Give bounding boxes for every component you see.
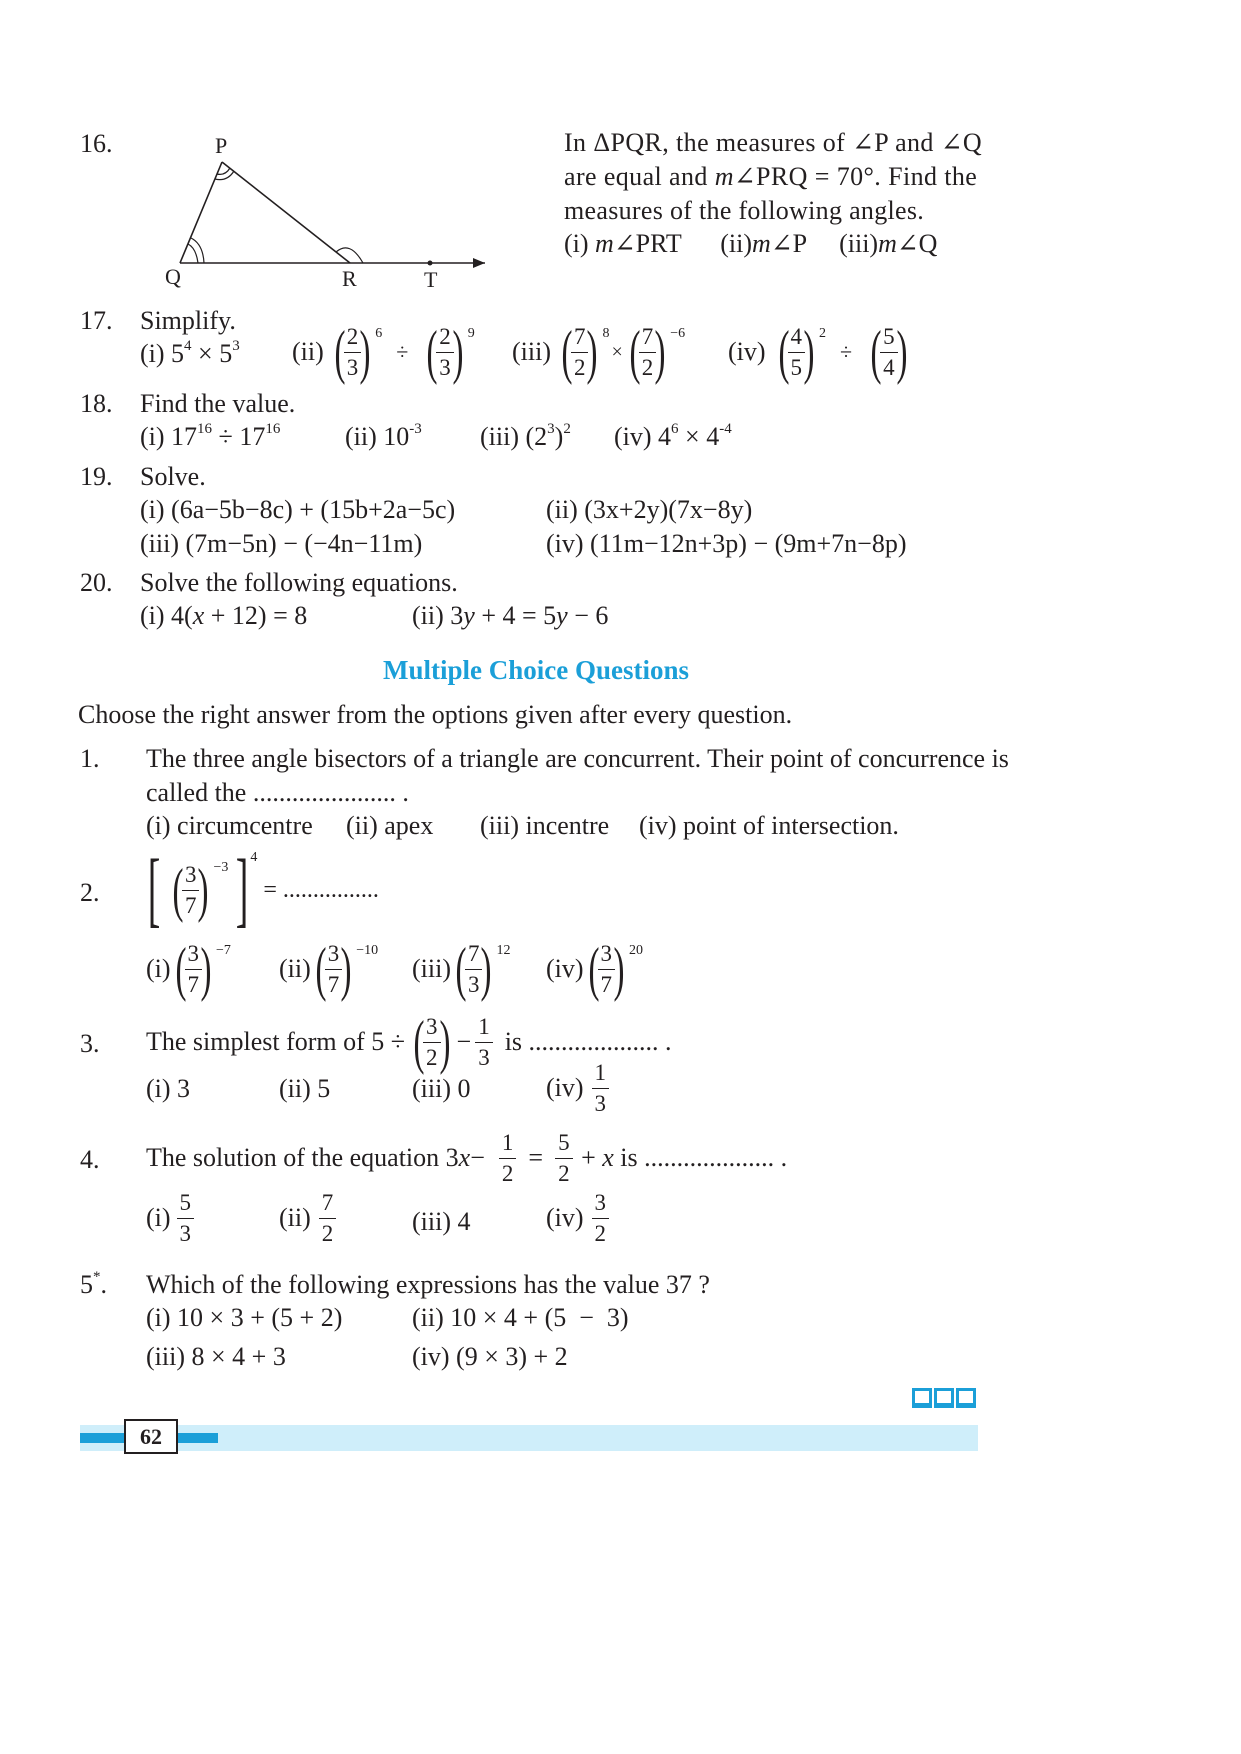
mcq3-question: The simplest form of 5 ÷ ( $\frac{3}{2}$ ) − $\frac{1}{3}$ is .................... .: [146, 1009, 672, 1075]
q19-part-iv: (iv) (11m−12n+3p) − (9m+7n−8p): [546, 529, 907, 558]
mcq3-option-i: (i) 3: [146, 1074, 191, 1103]
footer-accent-right: [178, 1433, 218, 1443]
mcq5-question: Which of the following expressions has the value 37 ?: [146, 1270, 710, 1299]
mcq3-option-iv: (iv) $\frac{1}{3}$: [546, 1060, 611, 1116]
end-of-section-squares-icon: [912, 1388, 978, 1408]
mcq1-option-iii: (iii) incentre: [480, 811, 610, 840]
mcq4-option-iv: (iv) $\frac{3}{2}$: [546, 1190, 611, 1246]
vertex-label-p: P: [215, 133, 228, 158]
q19-part-i: (i) (6a−5b−8c) + (15b+2a−5c): [140, 495, 456, 524]
q19-part-iii: (iii) (7m−5n) − (−4n−11m): [140, 529, 423, 558]
q19-part-ii: (ii) (3x+2y)(7x−8y): [546, 495, 753, 524]
mcq5-option-iii: (iii) 8 × 4 + 3: [146, 1342, 286, 1371]
mcq2-option-i: (i) ( $\frac{3}{7}$ ) −7: [146, 936, 231, 1002]
q20-part-ii: (ii) 3y + 4 = 5y − 6: [412, 601, 609, 630]
mcq4-option-i: (i) $\frac{5}{3}$: [146, 1190, 196, 1246]
mcq2-number: 2.: [80, 878, 100, 907]
mcq2-option-iii: (iii) ( $\frac{7}{3}$ ) 12: [412, 936, 511, 1002]
vertex-label-q: Q: [165, 264, 181, 289]
mcq2-expression: [ ( $\frac{3}{7}$ ) −3 ] 4 = ................: [147, 843, 379, 936]
q16-text-line3: measures of the following angles.: [564, 196, 925, 225]
q19-title: Solve.: [140, 462, 206, 491]
mcq3-option-ii: (ii) 5: [279, 1074, 331, 1103]
mcq1-text-line1: The three angle bisectors of a triangle are concurrent. Their point of concurrence is: [146, 744, 1009, 773]
mcq-heading: Multiple Choice Questions: [383, 655, 690, 685]
mcq4-number: 4.: [80, 1145, 100, 1174]
mcq2-option-iv: (iv) ( $\frac{3}{7}$ ) 20: [546, 936, 644, 1002]
vertex-label-r: R: [342, 266, 357, 291]
q17-part-i: (i) $5^4 \times 5^3$: [140, 338, 240, 368]
page-number-box: [124, 1419, 178, 1454]
mcq1-option-i: (i) circumcentre: [146, 811, 313, 840]
triangle-figure: [160, 130, 500, 290]
mcq1-number: 1.: [80, 744, 100, 773]
q20-number: 20.: [80, 568, 113, 597]
page-number: 62: [140, 1423, 162, 1449]
mcq5-option-ii: (ii) 10 × 4 + (5 − 3): [412, 1303, 629, 1332]
mcq4-option-ii: (ii) $\frac{7}{2}$: [279, 1190, 338, 1246]
q16-text-line1: In ΔPQR, the measures of ∠P and ∠Q: [564, 128, 983, 157]
mcq-intro: Choose the right answer from the options given after every question.: [78, 700, 793, 729]
mcq5-option-i: (i) 10 × 3 + (5 + 2): [146, 1303, 343, 1332]
mcq4-option-iii: (iii) 4: [412, 1207, 471, 1236]
point-label-t: T: [424, 267, 438, 292]
mcq5-number: 5*.: [80, 1269, 107, 1299]
q16-number: 16.: [80, 129, 113, 158]
q17-title: Simplify.: [140, 306, 236, 335]
mcq2-option-ii: (ii) ( $\frac{3}{7}$ ) −10: [279, 936, 379, 1002]
mcq3-number: 3.: [80, 1029, 100, 1058]
q17-part-ii: (ii) ( $\frac{2}{3}$ ) 6 ÷ ( $\frac{2}{3}$ ) 9: [292, 319, 475, 385]
q20-title: Solve the following equations.: [140, 568, 458, 597]
q18-part-i: (i) $17^{16} \div 17^{16}$: [140, 421, 281, 451]
mcq1-option-ii: (ii) apex: [346, 811, 434, 840]
q17-part-iii: (iii) ( $\frac{7}{2}$ ) 8 × ( $\frac{7}{2}$ ) −6: [512, 319, 686, 385]
q18-title: Find the value.: [140, 389, 296, 418]
q18-part-iv: (iv) $4^6 \times 4^{-4}$: [614, 421, 732, 451]
mcq4-question: The solution of the equation 3 x − $\frac{1}{2}$ = $\frac{5}{2}$ + x is .................... .: [146, 1130, 788, 1186]
q18-number: 18.: [80, 389, 113, 418]
q19-number: 19.: [80, 462, 113, 491]
mcq1-option-iv: (iv) point of intersection.: [639, 811, 899, 840]
q17-part-iv: (iv) ( $\frac{4}{5}$ ) 2 ÷ ( $\frac{5}{4}$ ): [728, 319, 908, 385]
q16-text-line2: are equal and m∠PRQ = 70°. Find the: [564, 162, 978, 191]
q17-number: 17.: [80, 306, 113, 335]
footer-accent-left: [80, 1433, 126, 1443]
q16-options: (i) m∠PRT (ii)m∠P (iii)m∠Q: [564, 229, 938, 258]
q18-part-ii: (ii) $10^{-3}$: [345, 421, 422, 451]
q20-part-i: (i) 4(x + 12) = 8: [140, 601, 308, 630]
mcq3-option-iii: (iii) 0: [412, 1074, 471, 1103]
q18-part-iii: (iii) $(2^3)^2$: [480, 421, 571, 451]
mcq5-option-iv: (iv) (9 × 3) + 2: [412, 1342, 568, 1371]
mcq1-text-line2: called the ...................... .: [146, 778, 409, 807]
